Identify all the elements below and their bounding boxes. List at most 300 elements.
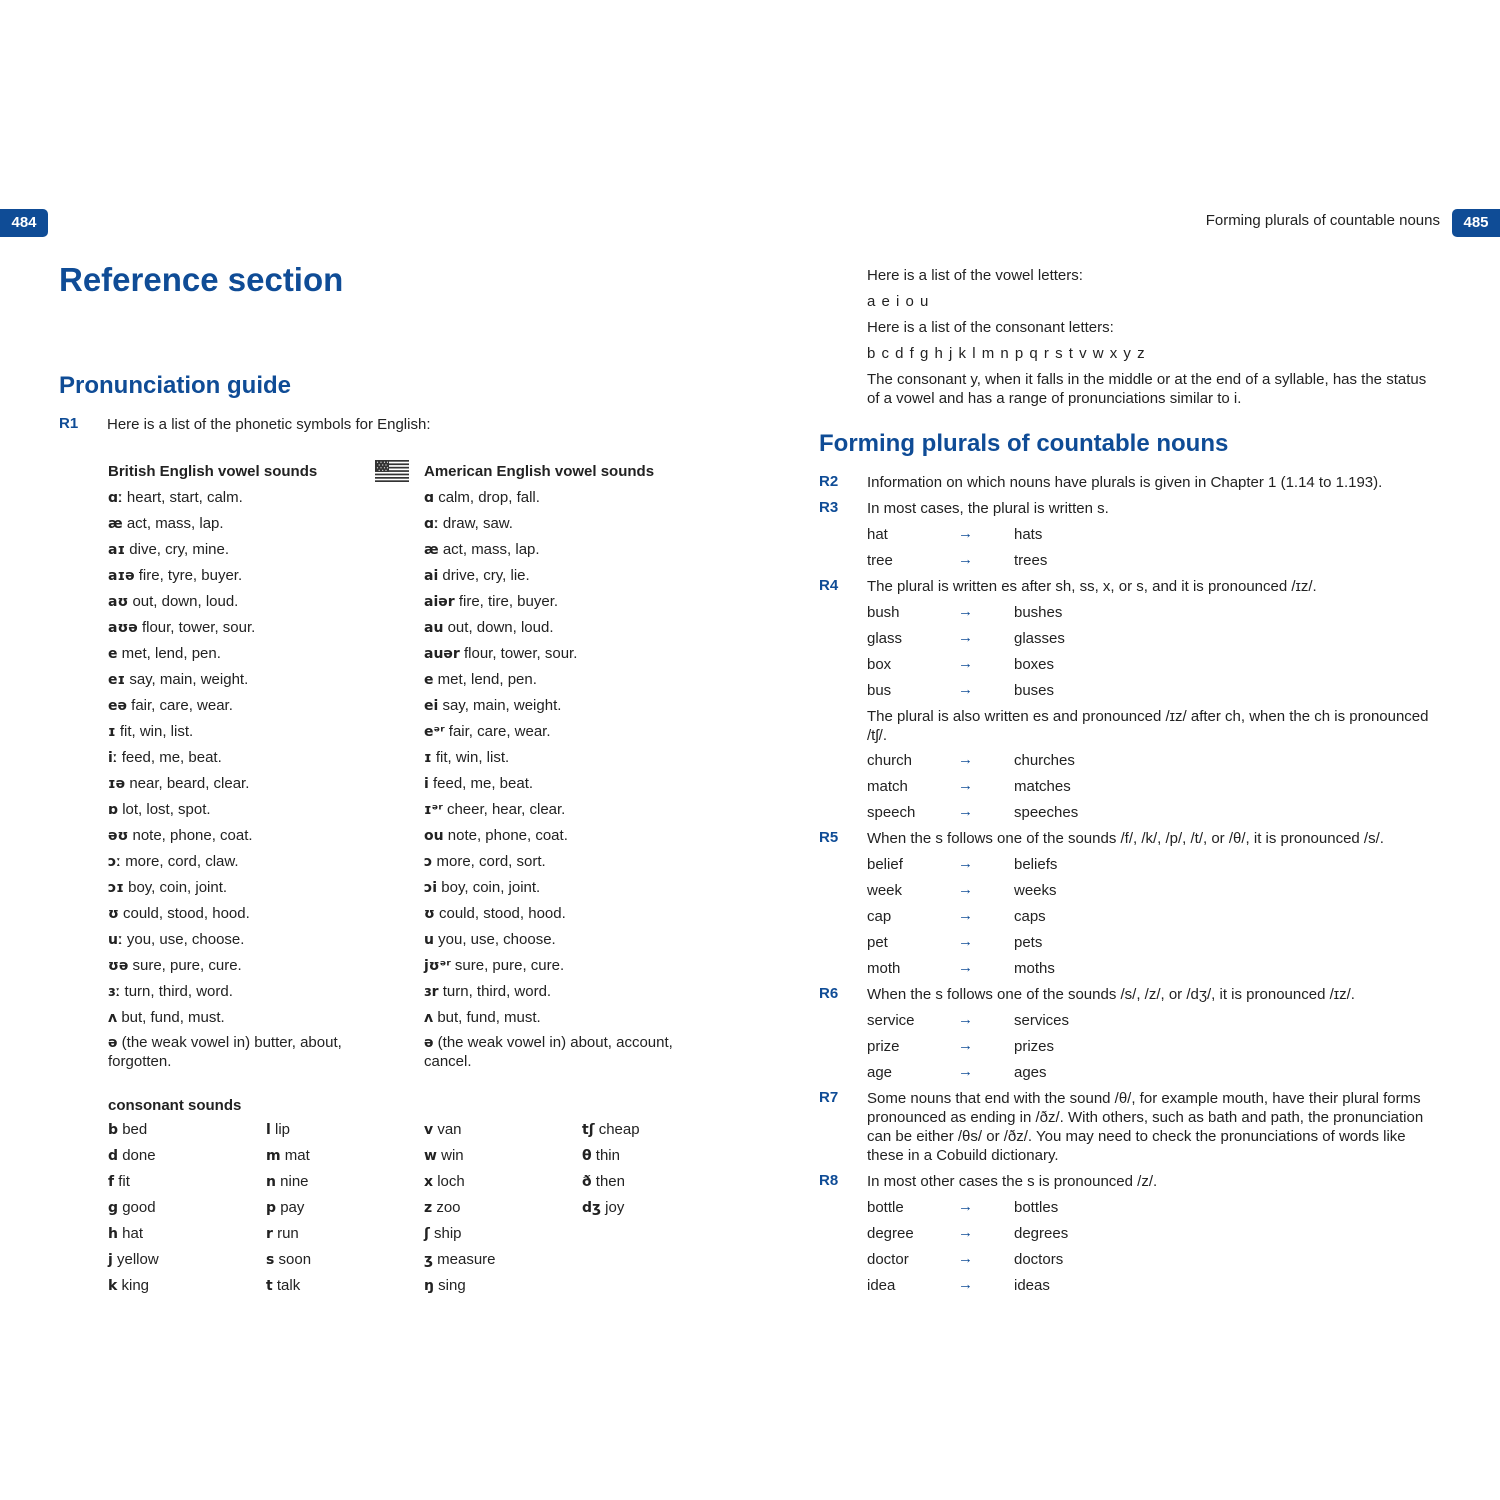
- phonetic-symbol: aʊ: [108, 594, 129, 610]
- consonant-letters-intro: Here is a list of the consonant letters:: [867, 319, 1114, 336]
- y-note-line1: The consonant y, when it falls in the middle or at the end of a syllable, has the status: [867, 371, 1427, 388]
- vowel-row: [424, 488, 540, 508]
- example-word: sing: [438, 1277, 466, 1294]
- plural-form: ideas: [1014, 1277, 1050, 1294]
- consonant-item: [266, 1276, 300, 1296]
- singular-form: hat: [867, 526, 888, 543]
- example-words: fire, tyre, buyer.: [138, 567, 243, 584]
- singular-form: bus: [867, 682, 892, 699]
- example-words: fit, win, list.: [435, 749, 510, 766]
- vowel-row: [108, 488, 243, 508]
- vowel-row: [424, 982, 551, 1002]
- arrow-right-icon: →: [958, 551, 973, 568]
- singular-form: bush: [867, 604, 900, 621]
- arrow-right-icon: →: [958, 629, 973, 646]
- arrow-right-icon: →: [958, 655, 973, 672]
- consonant-sounds-heading: consonant sounds: [108, 1097, 242, 1114]
- example-word: king: [121, 1277, 150, 1294]
- example-words: could, stood, hood.: [123, 905, 250, 922]
- phonetic-symbol: θ: [582, 1148, 592, 1164]
- phonetic-symbol: ɔi: [424, 880, 438, 896]
- consonant-item: [424, 1276, 466, 1296]
- american-vowels-heading: American English vowel sounds: [424, 463, 655, 480]
- singular-form: age: [867, 1064, 893, 1081]
- example-words: near, beard, clear.: [129, 775, 250, 792]
- vowel-row: [424, 800, 565, 820]
- us-flag-icon: [375, 460, 409, 482]
- example-words: heart, start, calm.: [126, 489, 243, 506]
- phonetic-symbol: ɜr: [424, 984, 439, 1000]
- phonetic-symbol: u: [424, 932, 434, 948]
- example-words: fire, tire, buyer.: [458, 593, 559, 610]
- phonetic-symbol: ŋ: [424, 1278, 434, 1294]
- plural-form: glasses: [1014, 630, 1065, 647]
- singular-form: prize: [867, 1038, 900, 1055]
- consonant-item: [266, 1146, 310, 1166]
- arrow-right-icon: →: [958, 855, 973, 872]
- phonetic-symbol: v: [424, 1122, 434, 1138]
- example-word: soon: [278, 1251, 312, 1268]
- consonant-item: [108, 1120, 147, 1140]
- consonant-item: [266, 1224, 299, 1244]
- consonant-item: [582, 1198, 624, 1218]
- phonetic-symbol: ə: [108, 1035, 118, 1051]
- example-words: sure, pure, cure.: [132, 957, 242, 974]
- phonetic-symbol: g: [108, 1200, 119, 1216]
- phonetic-symbol: ʃ: [424, 1226, 430, 1242]
- phonetic-symbol: ɑː: [108, 490, 123, 506]
- example-words: fair, care, wear.: [448, 723, 551, 740]
- consonant-item: [266, 1120, 290, 1140]
- vowel-letters-intro: Here is a list of the vowel letters:: [867, 267, 1083, 284]
- example-word: cheap: [598, 1121, 640, 1138]
- vowel-row: [424, 644, 577, 664]
- vowel-row: [108, 540, 229, 560]
- example-words: flour, tower, sour.: [464, 645, 578, 662]
- r3-text: In most cases, the plural is written s.: [867, 500, 1109, 517]
- example-words: act, mass, lap.: [442, 541, 540, 558]
- plural-form: buses: [1014, 682, 1055, 699]
- example-words: fit, win, list.: [119, 723, 194, 740]
- phonetic-symbol: d: [108, 1148, 119, 1164]
- phonetic-symbol: s: [266, 1252, 275, 1268]
- singular-form: moth: [867, 960, 901, 977]
- example-words: met, lend, pen.: [121, 645, 221, 662]
- phonetic-symbol: tʃ: [582, 1122, 595, 1138]
- vowel-row: [424, 722, 551, 742]
- plural-form: caps: [1014, 908, 1046, 925]
- phonetic-symbol: ɔɪ: [108, 880, 124, 896]
- example-words: more, cord, sort.: [436, 853, 546, 870]
- phonetic-symbol: ɜː: [108, 984, 121, 1000]
- vowel-row: [424, 852, 546, 872]
- example-words: you, use, choose.: [126, 931, 245, 948]
- vowel-row: [424, 774, 533, 794]
- phonetic-symbol: h: [108, 1226, 118, 1242]
- vowel-row: [424, 956, 564, 976]
- arrow-right-icon: →: [958, 1198, 973, 1215]
- singular-form: cap: [867, 908, 892, 925]
- vowel-row: [424, 618, 554, 638]
- r2-text: Information on which nouns have plurals is given in Chapter 1 (1.14 to 1.193).: [867, 474, 1383, 491]
- page-number-left: 484: [0, 209, 48, 237]
- arrow-right-icon: →: [958, 959, 973, 976]
- example-word: loch: [437, 1173, 465, 1190]
- arrow-right-icon: →: [958, 881, 973, 898]
- r7-line2: pronounced as ending in /ðz/. With others, such as bath and path, the pronunciation: [867, 1109, 1424, 1126]
- arrow-right-icon: →: [958, 681, 973, 698]
- arrow-right-icon: →: [958, 1011, 973, 1028]
- phonetic-symbol: aɪə: [108, 568, 135, 584]
- phonetic-symbol: ɑ: [424, 490, 435, 506]
- phonetic-symbol: ʊə: [108, 958, 129, 974]
- consonant-item: [108, 1198, 156, 1218]
- phonetic-symbol: aiər: [424, 594, 455, 610]
- rule-label-r4: R4: [819, 577, 839, 594]
- r1-text: Here is a list of the phonetic symbols for English:: [107, 416, 431, 433]
- phonetic-symbol: ɑː: [424, 516, 439, 532]
- vowel-row: [108, 644, 221, 664]
- example-word: mat: [284, 1147, 310, 1164]
- example-words: you, use, choose.: [438, 931, 556, 948]
- phonetic-symbol: jʊᵊʳ: [424, 958, 451, 974]
- example-words: boy, coin, joint.: [128, 879, 228, 896]
- example-words: draw, saw.: [442, 515, 513, 532]
- singular-form: church: [867, 752, 913, 769]
- vowel-row: [424, 696, 561, 716]
- phonetic-symbol: ɪ: [424, 750, 432, 766]
- phonetic-symbol: ɪ: [108, 724, 116, 740]
- singular-form: belief: [867, 856, 903, 873]
- rule-label-r2: R2: [819, 473, 839, 490]
- plural-form: speeches: [1014, 804, 1079, 821]
- example-words: drive, cry, lie.: [442, 567, 530, 584]
- vowel-row: [108, 1008, 225, 1028]
- phonetic-symbol: eɪ: [108, 672, 126, 688]
- rule-label-r8: R8: [819, 1172, 839, 1189]
- phonetic-symbol: k: [108, 1278, 118, 1294]
- page-number-right: 485: [1452, 209, 1500, 237]
- phonetic-symbol: eᵊʳ: [424, 724, 445, 740]
- rule-label-r5: R5: [819, 829, 839, 846]
- plural-form: services: [1014, 1012, 1070, 1029]
- plural-form: doctors: [1014, 1251, 1064, 1268]
- phonetic-symbol: dʒ: [582, 1200, 601, 1216]
- vowel-row: [424, 1008, 541, 1028]
- vowel-row: [108, 618, 255, 638]
- example-words: but, fund, must.: [437, 1009, 541, 1026]
- phonetic-symbol: f: [108, 1174, 115, 1190]
- phonetic-symbol: uː: [108, 932, 123, 948]
- consonant-item: [108, 1276, 149, 1296]
- example-word: measure: [437, 1251, 496, 1268]
- plural-form: prizes: [1014, 1038, 1055, 1055]
- example-words: feed, me, beat.: [121, 749, 222, 766]
- vowel-letters: a e i o u: [867, 293, 930, 310]
- arrow-right-icon: →: [958, 1037, 973, 1054]
- example-word: done: [122, 1147, 156, 1164]
- consonant-item: [424, 1120, 462, 1140]
- consonant-item: [424, 1146, 464, 1166]
- arrow-right-icon: →: [958, 1063, 973, 1080]
- consonant-item: [266, 1198, 304, 1218]
- example-words: note, phone, coat.: [132, 827, 253, 844]
- vowel-row: [108, 878, 227, 898]
- phonetic-symbol: w: [424, 1148, 437, 1164]
- example-word: good: [122, 1199, 156, 1216]
- example-word: van: [437, 1121, 462, 1138]
- page-title: Reference section: [59, 261, 344, 298]
- singular-form: idea: [867, 1277, 896, 1294]
- rule-label-r6: R6: [819, 985, 839, 1002]
- phonetic-symbol: iː: [108, 750, 118, 766]
- arrow-right-icon: →: [958, 803, 973, 820]
- singular-form: doctor: [867, 1251, 909, 1268]
- phonetic-symbol: ʊ: [424, 906, 435, 922]
- consonant-item: [582, 1146, 620, 1166]
- vowel-row: [108, 566, 242, 586]
- arrow-right-icon: →: [958, 1276, 973, 1293]
- vowel-row: [108, 930, 244, 950]
- consonant-letters: b c d f g h j k l m n p q r s t v w x y z: [867, 345, 1146, 362]
- singular-form: week: [867, 882, 903, 899]
- plural-form: bushes: [1014, 604, 1063, 621]
- vowel-row: [108, 904, 250, 924]
- phonetic-symbol: ei: [424, 698, 439, 714]
- example-words: lot, lost, spot.: [122, 801, 211, 818]
- consonant-item: [424, 1198, 461, 1218]
- phonetic-symbol: r: [266, 1226, 273, 1242]
- r4-note-line2: /tʃ/.: [867, 727, 888, 744]
- rule-label-r3: R3: [819, 499, 839, 516]
- example-words: out, down, loud.: [132, 593, 239, 610]
- phonetic-symbol: b: [108, 1122, 119, 1138]
- vowel-row: [108, 826, 253, 846]
- example-words: but, fund, must.: [121, 1009, 225, 1026]
- vowel-row: [108, 982, 233, 1002]
- phonetic-symbol: n: [266, 1174, 276, 1190]
- example-words: out, down, loud.: [447, 619, 554, 636]
- phonetic-symbol: əʊ: [108, 828, 129, 844]
- vowel-row: [108, 670, 248, 690]
- example-words: fair, care, wear.: [131, 697, 233, 714]
- example-words: cheer, hear, clear.: [446, 801, 566, 818]
- phonetic-symbol: ʌ: [424, 1010, 434, 1026]
- example-word: then: [595, 1173, 625, 1190]
- vowel-row: [424, 592, 558, 612]
- vowel-row: [108, 774, 249, 794]
- arrow-right-icon: →: [958, 933, 973, 950]
- phonetic-symbol: i: [424, 776, 429, 792]
- example-word: lip: [274, 1121, 290, 1138]
- example-words: (the weak vowel in) butter, about,: [121, 1034, 342, 1051]
- example-word: pay: [280, 1199, 305, 1216]
- arrow-right-icon: →: [958, 1224, 973, 1241]
- plural-form: degrees: [1014, 1225, 1069, 1242]
- r7-line4: these in a Cobuild dictionary.: [867, 1147, 1059, 1164]
- phonetic-symbol: aʊə: [108, 620, 138, 636]
- phonetic-symbol: ou: [424, 828, 444, 844]
- example-words: say, main, weight.: [129, 671, 249, 688]
- phonetic-symbol: ɔ: [424, 854, 433, 870]
- arrow-right-icon: →: [958, 603, 973, 620]
- example-words: sure, pure, cure.: [454, 957, 565, 974]
- phonetic-symbol: ɔː: [108, 854, 122, 870]
- vowel-row: [424, 540, 540, 560]
- phonetic-symbol: auər: [424, 646, 460, 662]
- example-word: talk: [276, 1277, 301, 1294]
- consonant-item: [108, 1172, 130, 1192]
- vowel-row: [108, 514, 224, 534]
- consonant-item: [424, 1172, 465, 1192]
- vowel-row: [108, 748, 222, 768]
- example-words: say, main, weight.: [442, 697, 562, 714]
- plural-form: moths: [1014, 960, 1055, 977]
- consonant-item: [582, 1172, 625, 1192]
- singular-form: speech: [867, 804, 916, 821]
- example-words: met, lend, pen.: [437, 671, 537, 688]
- phonetic-symbol: ɒ: [108, 802, 119, 818]
- running-head: Forming plurals of countable nouns: [1205, 212, 1440, 229]
- example-words: boy, coin, joint.: [441, 879, 541, 896]
- example-word: win: [441, 1147, 464, 1164]
- example-word: ship: [433, 1225, 462, 1242]
- british-weak-vowel-cont: forgotten.: [108, 1053, 172, 1070]
- section-heading-plurals: Forming plurals of countable nouns: [819, 430, 1229, 457]
- phonetic-symbol: ɪə: [108, 776, 126, 792]
- section-heading-pronunciation: Pronunciation guide: [59, 372, 291, 399]
- rule-label-r7: R7: [819, 1089, 839, 1106]
- phonetic-symbol: ð: [582, 1174, 592, 1190]
- example-words: more, cord, claw.: [125, 853, 239, 870]
- r8-text: In most other cases the s is pronounced /z/.: [867, 1173, 1158, 1190]
- r7-line3: can be either /θs/ or /ðz/. You may need to check the pronunciations of words like: [867, 1128, 1406, 1145]
- arrow-right-icon: →: [958, 525, 973, 542]
- singular-form: service: [867, 1012, 915, 1029]
- example-word: fit: [118, 1173, 130, 1190]
- phonetic-symbol: e: [424, 672, 434, 688]
- phonetic-symbol: m: [266, 1148, 281, 1164]
- plural-form: ages: [1014, 1064, 1047, 1081]
- phonetic-symbol: ɪᵊʳ: [424, 802, 443, 818]
- singular-form: match: [867, 778, 908, 795]
- vowel-row: [424, 748, 509, 768]
- phonetic-symbol: e: [108, 646, 118, 662]
- vowel-row: [108, 800, 211, 820]
- vowel-row: [424, 904, 566, 924]
- example-word: zoo: [436, 1199, 461, 1216]
- r7-line1: Some nouns that end with the sound /θ/, for example mouth, have their plural forms: [867, 1090, 1421, 1107]
- phonetic-symbol: aɪ: [108, 542, 126, 558]
- example-word: run: [277, 1225, 299, 1242]
- example-words: turn, third, word.: [124, 983, 233, 1000]
- example-word: yellow: [116, 1251, 159, 1268]
- vowel-row: [424, 826, 568, 846]
- phonetic-symbol: p: [266, 1200, 277, 1216]
- vowel-row: [424, 670, 537, 690]
- phonetic-symbol: eə: [108, 698, 127, 714]
- plural-form: weeks: [1014, 882, 1057, 899]
- example-words: (the weak vowel in) about, account,: [437, 1034, 673, 1051]
- arrow-right-icon: →: [958, 777, 973, 794]
- consonant-item: [108, 1224, 143, 1244]
- singular-form: bottle: [867, 1199, 904, 1216]
- example-word: hat: [122, 1225, 143, 1242]
- phonetic-symbol: ʌ: [108, 1010, 118, 1026]
- british-vowels-heading: British English vowel sounds: [108, 463, 318, 480]
- phonetic-symbol: ʒ: [424, 1252, 433, 1268]
- british-weak-vowel: [108, 1033, 342, 1053]
- example-word: nine: [280, 1173, 309, 1190]
- phonetic-symbol: j: [108, 1252, 113, 1268]
- arrow-right-icon: →: [958, 1250, 973, 1267]
- r4-note-line1: The plural is also written es and pronounced /ɪz/ after ch, when the ch is pronounced: [867, 708, 1429, 725]
- example-word: bed: [122, 1121, 148, 1138]
- phonetic-symbol: ʊ: [108, 906, 119, 922]
- example-words: could, stood, hood.: [439, 905, 566, 922]
- example-word: thin: [595, 1147, 620, 1164]
- arrow-right-icon: →: [958, 907, 973, 924]
- phonetic-symbol: au: [424, 620, 444, 636]
- vowel-row: [108, 852, 239, 872]
- phonetic-symbol: t: [266, 1278, 273, 1294]
- example-words: note, phone, coat.: [447, 827, 568, 844]
- phonetic-symbol: z: [424, 1200, 433, 1216]
- consonant-item: [266, 1172, 309, 1192]
- plural-form: churches: [1014, 752, 1075, 769]
- phonetic-symbol: l: [266, 1122, 271, 1138]
- plural-form: pets: [1014, 934, 1043, 951]
- example-words: dive, cry, mine.: [129, 541, 230, 558]
- consonant-item: [108, 1146, 156, 1166]
- american-weak-vowel-cont: cancel.: [424, 1053, 472, 1070]
- rule-label-r1: R1: [59, 415, 79, 432]
- plural-form: boxes: [1014, 656, 1055, 673]
- vowel-row: [108, 696, 233, 716]
- consonant-item: [424, 1224, 462, 1244]
- r5-text: When the s follows one of the sounds /f/, /k/, /p/, /t/, or /θ/, it is pronounced /s/.: [867, 830, 1384, 847]
- vowel-row: [424, 566, 530, 586]
- phonetic-symbol: æ: [424, 542, 439, 558]
- example-words: act, mass, lap.: [126, 515, 224, 532]
- vowel-row: [108, 722, 193, 742]
- phonetic-symbol: æ: [108, 516, 123, 532]
- plural-form: bottles: [1014, 1199, 1059, 1216]
- plural-form: matches: [1014, 778, 1071, 795]
- consonant-item: [582, 1120, 640, 1140]
- vowel-row: [424, 878, 540, 898]
- r6-text: When the s follows one of the sounds /s/, /z/, or /dʒ/, it is pronounced /ɪz/.: [867, 986, 1355, 1003]
- y-note-line2: of a vowel and has a range of pronunciations similar to i.: [867, 390, 1242, 407]
- singular-form: degree: [867, 1225, 914, 1242]
- consonant-item: [266, 1250, 311, 1270]
- plural-form: trees: [1014, 552, 1048, 569]
- example-words: flour, tower, sour.: [141, 619, 256, 636]
- phonetic-symbol: x: [424, 1174, 434, 1190]
- consonant-item: [108, 1250, 159, 1270]
- phonetic-symbol: ə: [424, 1035, 434, 1051]
- vowel-row: [424, 930, 556, 950]
- example-words: calm, drop, fall.: [438, 489, 540, 506]
- plural-form: hats: [1014, 526, 1043, 543]
- example-words: turn, third, word.: [442, 983, 552, 1000]
- phonetic-symbol: ai: [424, 568, 439, 584]
- arrow-right-icon: →: [958, 751, 973, 768]
- example-words: feed, me, beat.: [432, 775, 534, 792]
- consonant-item: [424, 1250, 496, 1270]
- vowel-row: [424, 514, 513, 534]
- vowel-row: [108, 956, 242, 976]
